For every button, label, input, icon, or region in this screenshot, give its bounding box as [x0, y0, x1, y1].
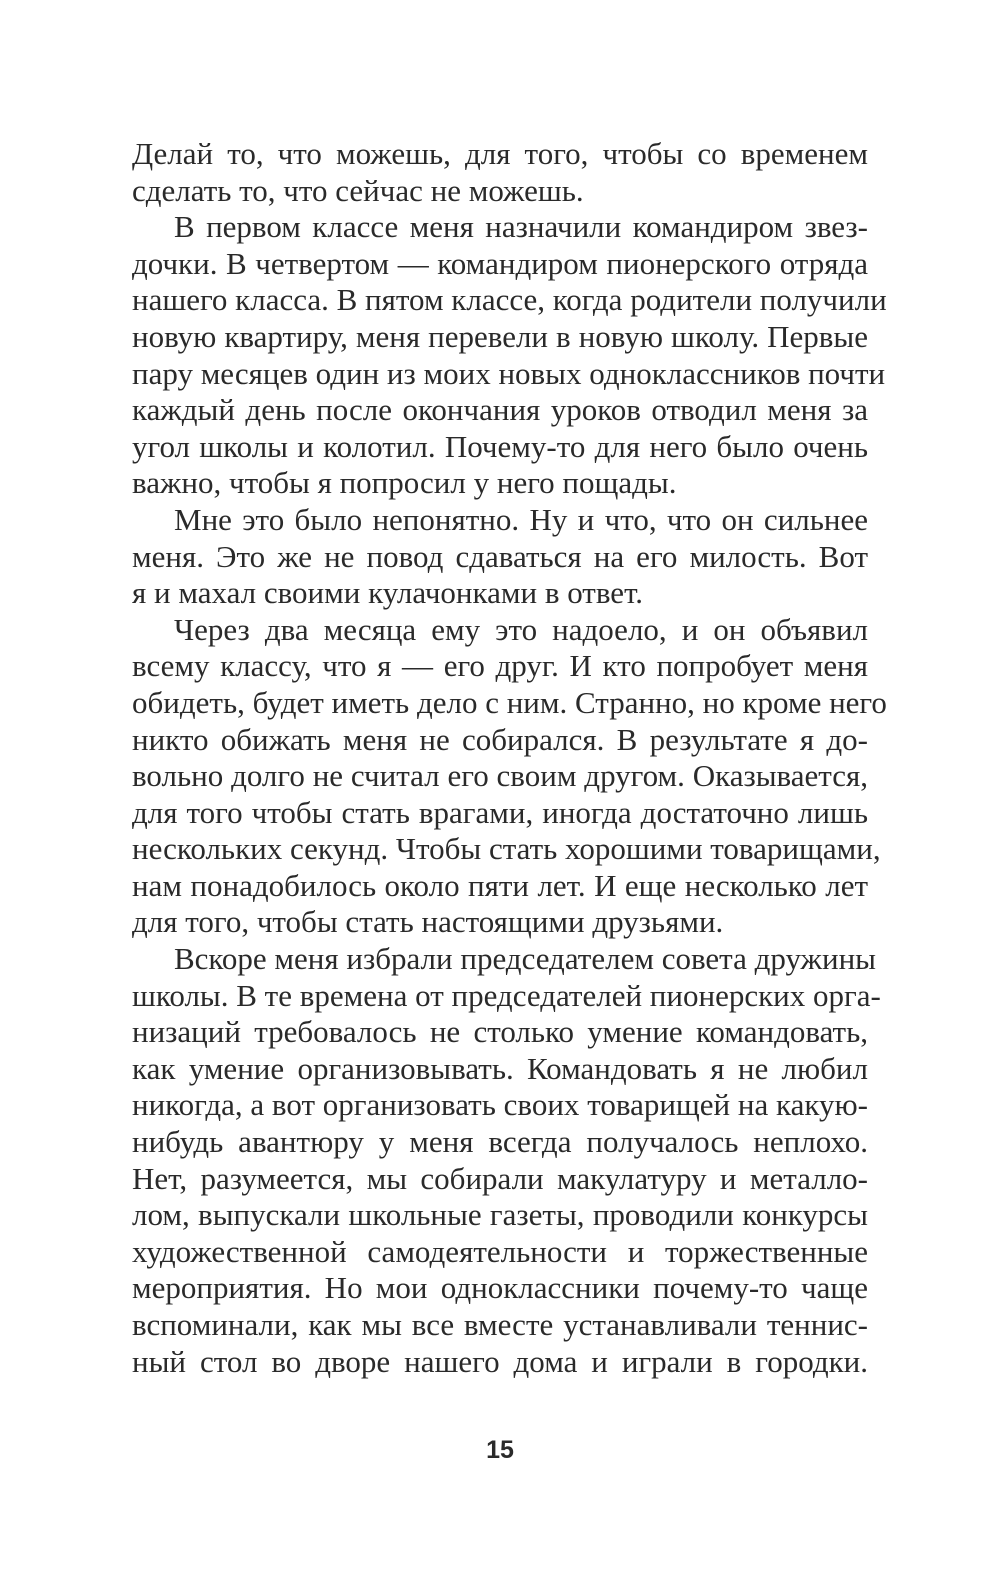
paragraph-3 — [132, 502, 868, 612]
text-line: Через два месяца ему это надоело, и он объявил — [174, 611, 868, 647]
text-line: вспоминали, как мы все вместе устанавливали теннис- — [132, 1307, 868, 1342]
text-line: пару месяцев один из моих новых одноклассников почти — [132, 355, 886, 391]
text-line: сделать то, что сейчас не можешь. — [132, 172, 584, 208]
text-line: нескольких секунд. Чтобы стать хорошими товарищами, — [132, 831, 881, 867]
text-line: меня. Это же не повод сдаваться на его милость. Вот — [132, 538, 868, 574]
body-text — [132, 136, 887, 1380]
text-line: Мне это было непонятно. Ну и что, что он сильнее — [174, 501, 868, 537]
paragraph-1 — [132, 136, 868, 209]
text-line: важно, чтобы я попросил у него пощады. — [132, 465, 677, 501]
paragraph-5 — [132, 941, 881, 1380]
text-line: как умение организовывать. Командовать я не любил — [132, 1050, 868, 1086]
text-line: школы. В те времена от председателей пионерских орга- — [132, 977, 881, 1013]
text-line: нибудь авантюру у меня всегда получалось неплохо. — [132, 1124, 868, 1160]
text-line: обидеть, будет иметь дело с ним. Странно, но кроме него — [132, 684, 887, 720]
text-line: для того чтобы стать врагами, иногда достаточно лишь — [132, 794, 868, 830]
text-line: нам понадобилось около пяти лет. И еще несколько лет — [132, 867, 868, 903]
paragraph-4 — [132, 611, 887, 941]
text-line: ный стол во дворе нашего дома и играли в городки. — [132, 1343, 868, 1379]
text-line: угол школы и колотил. Почему-то для него было очень — [132, 428, 868, 464]
text-line: мероприятия. Но мои одноклассники почему-то чаще — [132, 1270, 868, 1306]
text-line: для того, чтобы стать настоящими друзьями. — [132, 904, 724, 940]
text-line: низаций требовалось не столько умение командовать, — [132, 1014, 868, 1050]
text-line: вольно долго не считал его своим другом. Оказывается, — [132, 758, 868, 794]
text-line: Делай то, что можешь, для того, чтобы со временем — [132, 136, 868, 171]
text-line: никогда, а вот организовать своих товарищей на какую- — [132, 1087, 868, 1123]
text-line: нашего класса. В пятом классе, когда родители получили — [132, 282, 887, 318]
text-line: каждый день после окончания уроков отводил меня за — [132, 392, 868, 428]
paragraph-2 — [132, 209, 887, 502]
text-line: лом, выпускали школьные газеты, проводили конкурсы — [132, 1197, 868, 1233]
text-line: всему классу, что я — его друг. И кто попробует меня — [132, 648, 868, 684]
page-number: 15 — [486, 1436, 514, 1464]
text-line: я и махал своими кулачонками в ответ. — [132, 575, 644, 611]
text-line: Вскоре меня избрали председателем совета дружины — [174, 941, 876, 977]
text-line: дочки. В четвертом — командиром пионерского отряда — [132, 245, 868, 281]
text-line: никто обижать меня не собирался. В результате я до- — [132, 721, 868, 757]
text-line: новую квартиру, меня перевели в новую школу. Первые — [132, 318, 868, 354]
text-line: художественной самодеятельности и торжественные — [132, 1233, 868, 1269]
text-line: В первом классе меня назначили командиром звез- — [174, 209, 868, 245]
text-line: Нет, разумеется, мы собирали макулатуру и металло- — [132, 1160, 868, 1196]
